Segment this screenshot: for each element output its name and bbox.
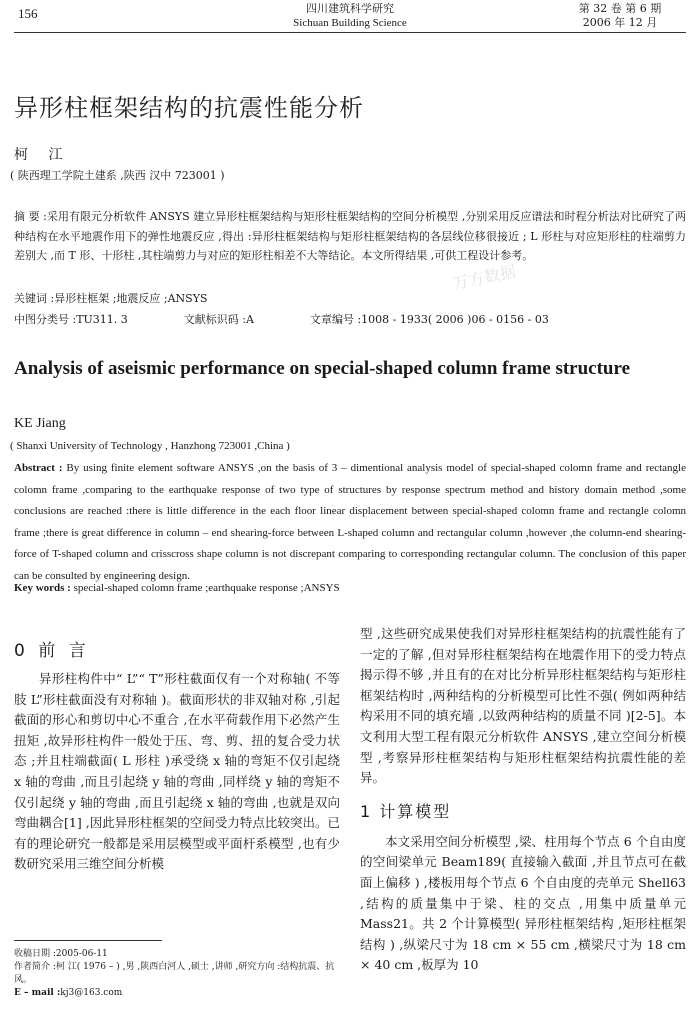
volume-issue: 第 32 卷 第 6 期 xyxy=(578,2,662,15)
received-date: 收稿日期 :2005-06-11 xyxy=(14,949,108,959)
keywords-cn-label: 关键词 : xyxy=(14,292,55,305)
section-0-paragraph-left: 异形柱构件中“ L”“ T”形柱截面仅有一个对称轴( 不等肢 L”形柱截面没有对称轴 )。截面形状的非双轴对称 ,引起截面的形心和剪切中心不重合 ,在水平荷载作用下必然产生扭矩 ,故异形柱构件一般处于压、弯、剪、扭的复合受力状态 ;并且柱端截面( L 形柱 )承受绕 x 轴的弯矩不仅引起绕 x 轴的弯曲 ,而且引起绕 y 轴的弯曲 ,同样绕 y 轴的弯矩不仅引起绕 y 轴的弯曲 ,而且引起绕 x 轴的弯曲 ,也就是双向弯曲耦合[1] ,因此异形柱框架的空间受力特点比较突出。已有的理论研究一般都是采用层模型或平面杆系模型 ,也有少数研究采用三维空间分析模 xyxy=(14,671,340,872)
author-en: KE Jiang xyxy=(14,416,66,431)
author-bio: 作者简介 :柯 江( 1976 – ) ,男 ,陕西白河人 ,硕士 ,讲师 ,研究方向 :结构抗震、抗风。 xyxy=(14,962,335,985)
article-number: 文章编号 :1008 - 1933( 2006 )06 - 0156 - 03 xyxy=(309,313,549,326)
author-cn: 柯 江 xyxy=(14,147,71,163)
keywords-en-label: Key words : xyxy=(14,582,71,594)
keywords-cn xyxy=(14,290,208,306)
document-code: 文献标识码 :A xyxy=(183,313,254,326)
journal-header xyxy=(250,2,450,30)
section-1-paragraph: 本文采用空间分析模型 ,梁、柱用每个节点 6 个自由度的空间梁单元 Beam189( 直接输入截面 ,并且节点可在截面上偏移 ) ,楼板用每个节点 6 个自由度的壳单元 Shell63 ,结构的质量集中于梁、柱的交点 ,用集中质量单元 Mass21。共 2 个计算模型( 异形柱框架结构 ,矩形柱框架结构 ) ,纵梁尺寸为 18 cm × 55 cm ,横梁尺寸为 18 cm × 40 cm ,板厚为 10 xyxy=(360,833,686,973)
journal-name-cn: 四川建筑科学研究 xyxy=(306,2,394,15)
footnote-rule xyxy=(14,940,162,941)
section-0-heading: 0 前 言 xyxy=(14,641,90,661)
header-rule xyxy=(14,32,686,33)
paper-title-cn: 异形柱框架结构的抗震性能分析 xyxy=(14,94,364,122)
email-address: kj3@163.com xyxy=(60,988,123,998)
classification-line xyxy=(14,311,605,327)
footnote xyxy=(14,948,344,1000)
paper-title-en: Analysis of aseismic performance on special-shaped column frame structure xyxy=(14,358,631,379)
section-0-paragraph-right: 型 ,这些研究成果使我们对异形柱框架结构的抗震性能有了一定的了解 ,但对异形柱框架结构在地震作用下的受力特点揭示得不够 ,并且有的在对比分析异形柱框架结构与矩形柱框架结构时 ,两种结构的分析模型可比性不强( 例如两种结构采用不同的填充墙 ,以致两种结构的质量不同 )[2-5]。本文利用大型工程有限元分析软件 ANSYS ,建立空间分析模型 ,考察异形柱框架结构与矩形柱框架结构抗震性能的差异。 xyxy=(360,626,686,786)
keywords-en xyxy=(14,582,340,594)
affiliation-en: ( Shanxi University of Technology , Hanzhong 723001 ,China ) xyxy=(10,440,290,452)
issue-date: 2006 年 12 月 xyxy=(582,16,658,29)
email-label: E – mail : xyxy=(14,988,61,998)
section-1-heading: 1 计算模型 xyxy=(360,801,452,821)
abstract-cn xyxy=(14,207,686,266)
page-number: 156 xyxy=(18,6,38,21)
abstract-en-label: Abstract : xyxy=(14,462,63,474)
abstract-cn-label: 摘 要 : xyxy=(14,210,47,223)
abstract-en xyxy=(14,458,686,588)
email-line xyxy=(14,987,344,1000)
affiliation-cn: ( 陕西理工学院土建系 ,陕西 汉中 723001 ) xyxy=(10,169,225,182)
journal-name-en: Sichuan Building Science xyxy=(293,17,407,29)
clc-number: 中图分类号 :TU311. 3 xyxy=(14,313,128,326)
keywords-cn-text: 异形柱框架 ;地震反应 ;ANSYS xyxy=(54,292,208,305)
abstract-en-text: By using finite element software ANSYS ,on the basis of 3 – dimentional analysis model of special-shaped colomn frame and rectangle colomn frame ,comparing to the earthquake response of two type of structures by response spectrum method and history domain method ,some conclusions are reached :there is little difference in the each floor linear displacement between special-shaped colomn frame and rectangle colomn frame ;there is great difference in column – end shearing-force between L-shaped column and rectangular column ,however ,the column-end shearing-force of T-shaped column and crisscross shape column is not discrepant comparing to corresponding rectangular column. The conclusion of this paper can be consulted by engineering design. xyxy=(14,462,686,582)
abstract-cn-text: 采用有限元分析软件 ANSYS 建立异形柱框架结构与矩形柱框架结构的空间分析模型 ,分别采用反应谱法和时程分析法对比研究了两种结构在水平地震作用下的弹性地震反应 ,得出 :异形柱框架结构与矩形柱框架结构的各层线位移很接近 ; L 形柱与对应矩形柱的柱端剪力差别大 ,而 T 形、十形柱 ,其柱端剪力与对应的矩形柱相差不大等结论。本文所得结果 ,可供工程设计参考。 xyxy=(14,210,686,262)
right-column xyxy=(360,624,686,976)
issue-info xyxy=(560,2,680,30)
keywords-en-text: special-shaped colomn frame ;earthquake response ;ANSYS xyxy=(73,582,340,594)
watermark: 万方数据 xyxy=(450,261,518,294)
left-column xyxy=(14,636,340,875)
